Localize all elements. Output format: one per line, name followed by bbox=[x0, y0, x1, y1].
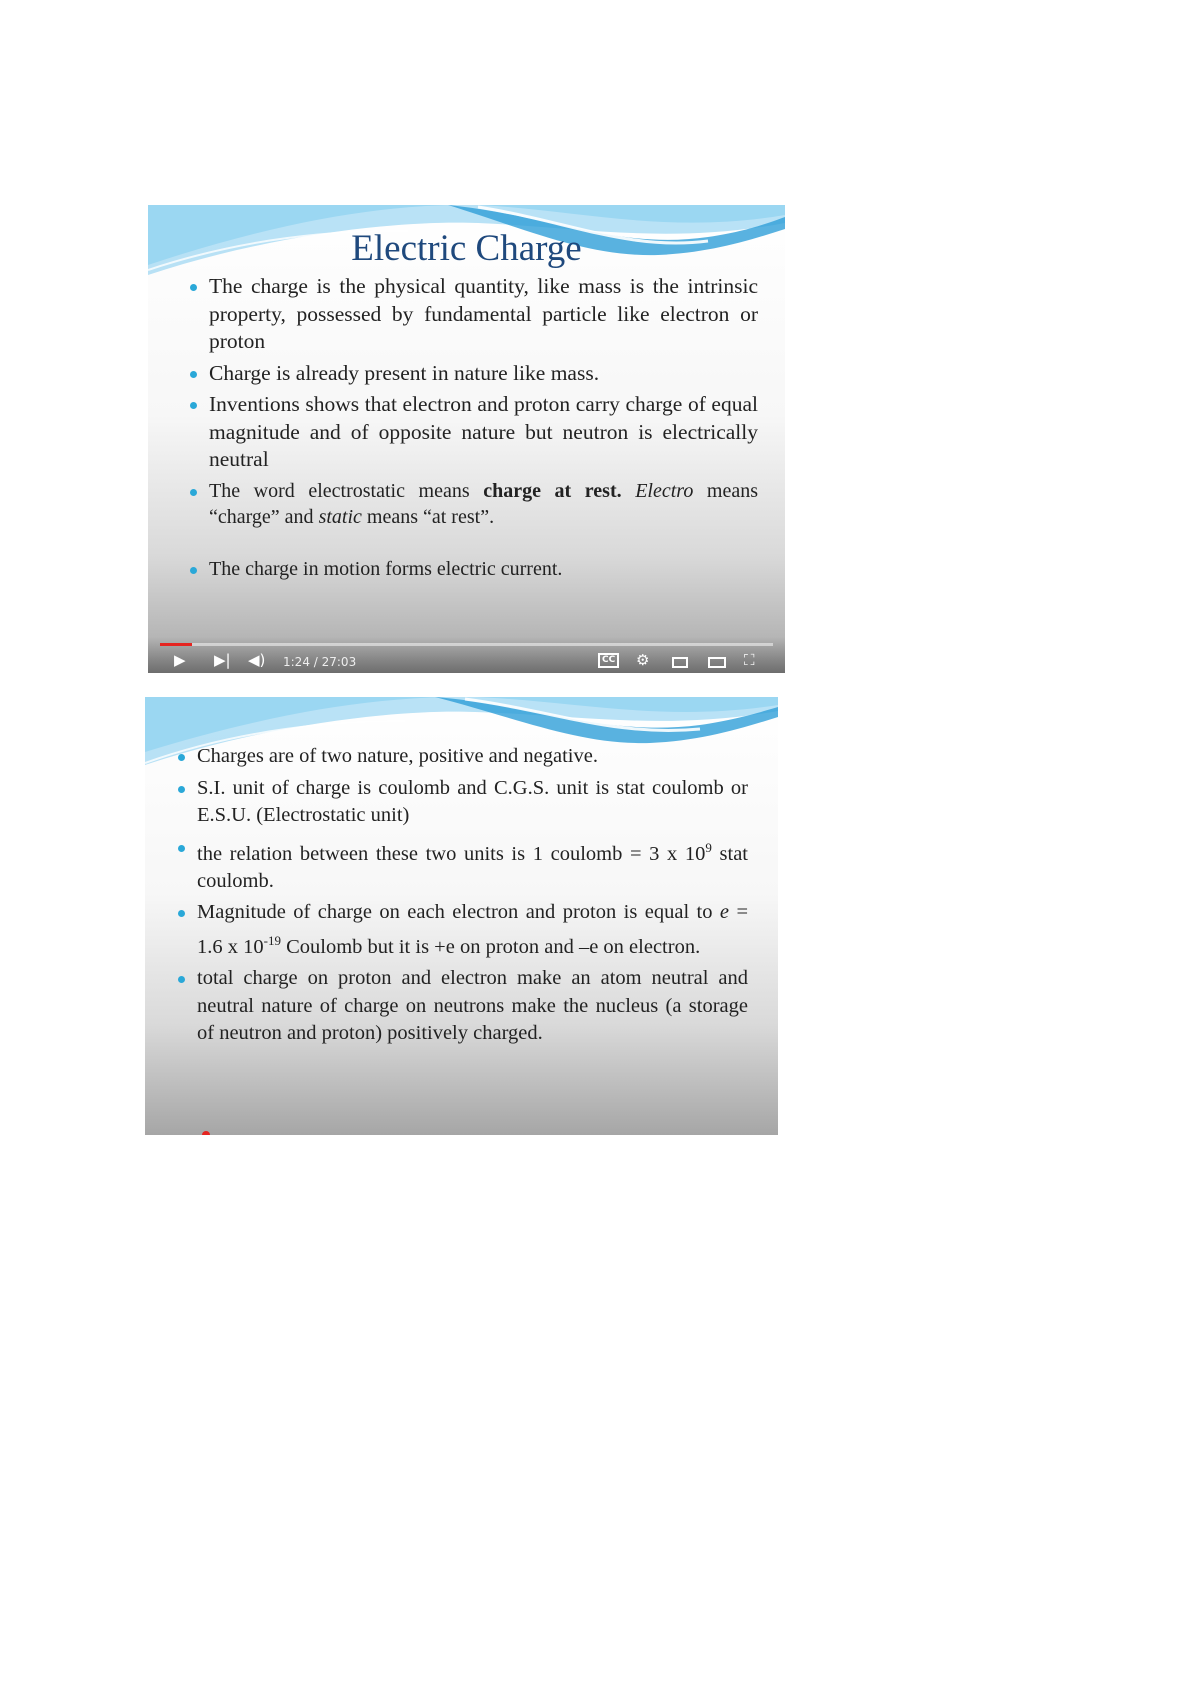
bullet-item bbox=[178, 775, 748, 830]
bullet-item bbox=[190, 273, 758, 356]
bullet-dot-icon bbox=[178, 754, 185, 761]
bullet-dot-icon bbox=[190, 489, 197, 496]
bullet-item bbox=[190, 391, 758, 474]
bullet-text: The charge in motion forms electric current. bbox=[209, 557, 563, 580]
bullet-text: means “charge” and bbox=[209, 479, 758, 528]
superscript-text: 9 bbox=[705, 839, 712, 855]
bullet-text: means “at rest”. bbox=[361, 505, 495, 528]
gear-icon[interactable]: ⚙ bbox=[636, 651, 650, 669]
bullet-text: stat coulomb. bbox=[197, 842, 748, 892]
bullet-item bbox=[190, 556, 758, 584]
bullet-item bbox=[190, 478, 758, 530]
bullet-dot-icon bbox=[190, 567, 197, 574]
bullet-text: = 1.6 x 10 bbox=[197, 901, 749, 958]
fullscreen-icon[interactable]: ⛶ bbox=[744, 651, 755, 669]
bullet-text: the relation between these two units is 1 coulomb = 3 x 10 bbox=[197, 842, 706, 865]
bullet-item bbox=[190, 360, 758, 388]
bullet-text: The word electrostatic means bbox=[209, 479, 484, 502]
next-icon[interactable]: ▶| bbox=[214, 651, 231, 669]
bullet-text: Charges are of two nature, positive and negative. bbox=[197, 745, 598, 767]
volume-icon[interactable]: ◀) bbox=[248, 651, 266, 669]
bullet-dot-icon bbox=[190, 284, 197, 291]
bullet-bold-text: charge at rest. bbox=[483, 479, 622, 502]
slide-2-bullet-list bbox=[178, 743, 748, 1052]
bullet-text: Charge is already present in nature like mass. bbox=[209, 360, 600, 385]
bullet-dot-icon bbox=[178, 786, 185, 793]
slide-1-bullet-list bbox=[190, 273, 758, 587]
theater-icon[interactable] bbox=[708, 654, 726, 672]
bullet-item bbox=[178, 965, 748, 1048]
progress-marker bbox=[202, 1131, 210, 1135]
bullet-dot-icon bbox=[190, 371, 197, 378]
bullet-text: The charge is the physical quantity, like mass is the intrinsic property, possessed by fundamental particle like electron or proton bbox=[209, 274, 758, 353]
bullet-dot-icon bbox=[178, 910, 185, 917]
bullet-dot-icon bbox=[190, 402, 197, 409]
progress-fill bbox=[160, 643, 192, 646]
video-player-controls bbox=[148, 637, 785, 673]
bullet-italic-text: Electro bbox=[635, 479, 694, 502]
time-display: 1:24 / 27:03 bbox=[283, 655, 357, 669]
bullet-italic-text: static bbox=[318, 505, 362, 528]
progress-bar[interactable] bbox=[160, 643, 773, 646]
bullet-item bbox=[178, 899, 748, 961]
bullet-dot-icon bbox=[178, 976, 185, 983]
bullet-text: total charge on proton and electron make an atom neutral and neutral nature of charge on neutrons make the nucleus (a storage of neutron and proton) positively charged. bbox=[197, 967, 748, 1045]
bullet-text: S.I. unit of charge is coulomb and C.G.S. unit is stat coulomb or E.S.U. (Electrostatic unit) bbox=[197, 776, 748, 826]
bullet-text bbox=[622, 480, 636, 502]
miniplayer-icon[interactable] bbox=[672, 654, 688, 672]
video-frame-slide-1[interactable] bbox=[148, 205, 785, 673]
bullet-text: Magnitude of charge on each electron and proton is equal to bbox=[197, 901, 720, 924]
bullet-item bbox=[178, 834, 748, 896]
bullet-italic-text: e bbox=[719, 901, 730, 924]
video-frame-slide-2[interactable] bbox=[145, 697, 778, 1135]
superscript-text: -19 bbox=[263, 932, 281, 948]
play-icon[interactable]: ▶ bbox=[174, 651, 186, 669]
bullet-text: Inventions shows that electron and proton carry charge of equal magnitude and of opposite nature but neutron is electrically neutral bbox=[209, 392, 758, 471]
slide-title: Electric Charge bbox=[351, 228, 582, 269]
bullet-item bbox=[178, 743, 748, 771]
bullet-dot-icon bbox=[178, 845, 185, 852]
captions-button[interactable]: CC bbox=[598, 653, 619, 668]
bullet-text: Coulomb but it is +e on proton and –e on electron. bbox=[280, 935, 701, 958]
